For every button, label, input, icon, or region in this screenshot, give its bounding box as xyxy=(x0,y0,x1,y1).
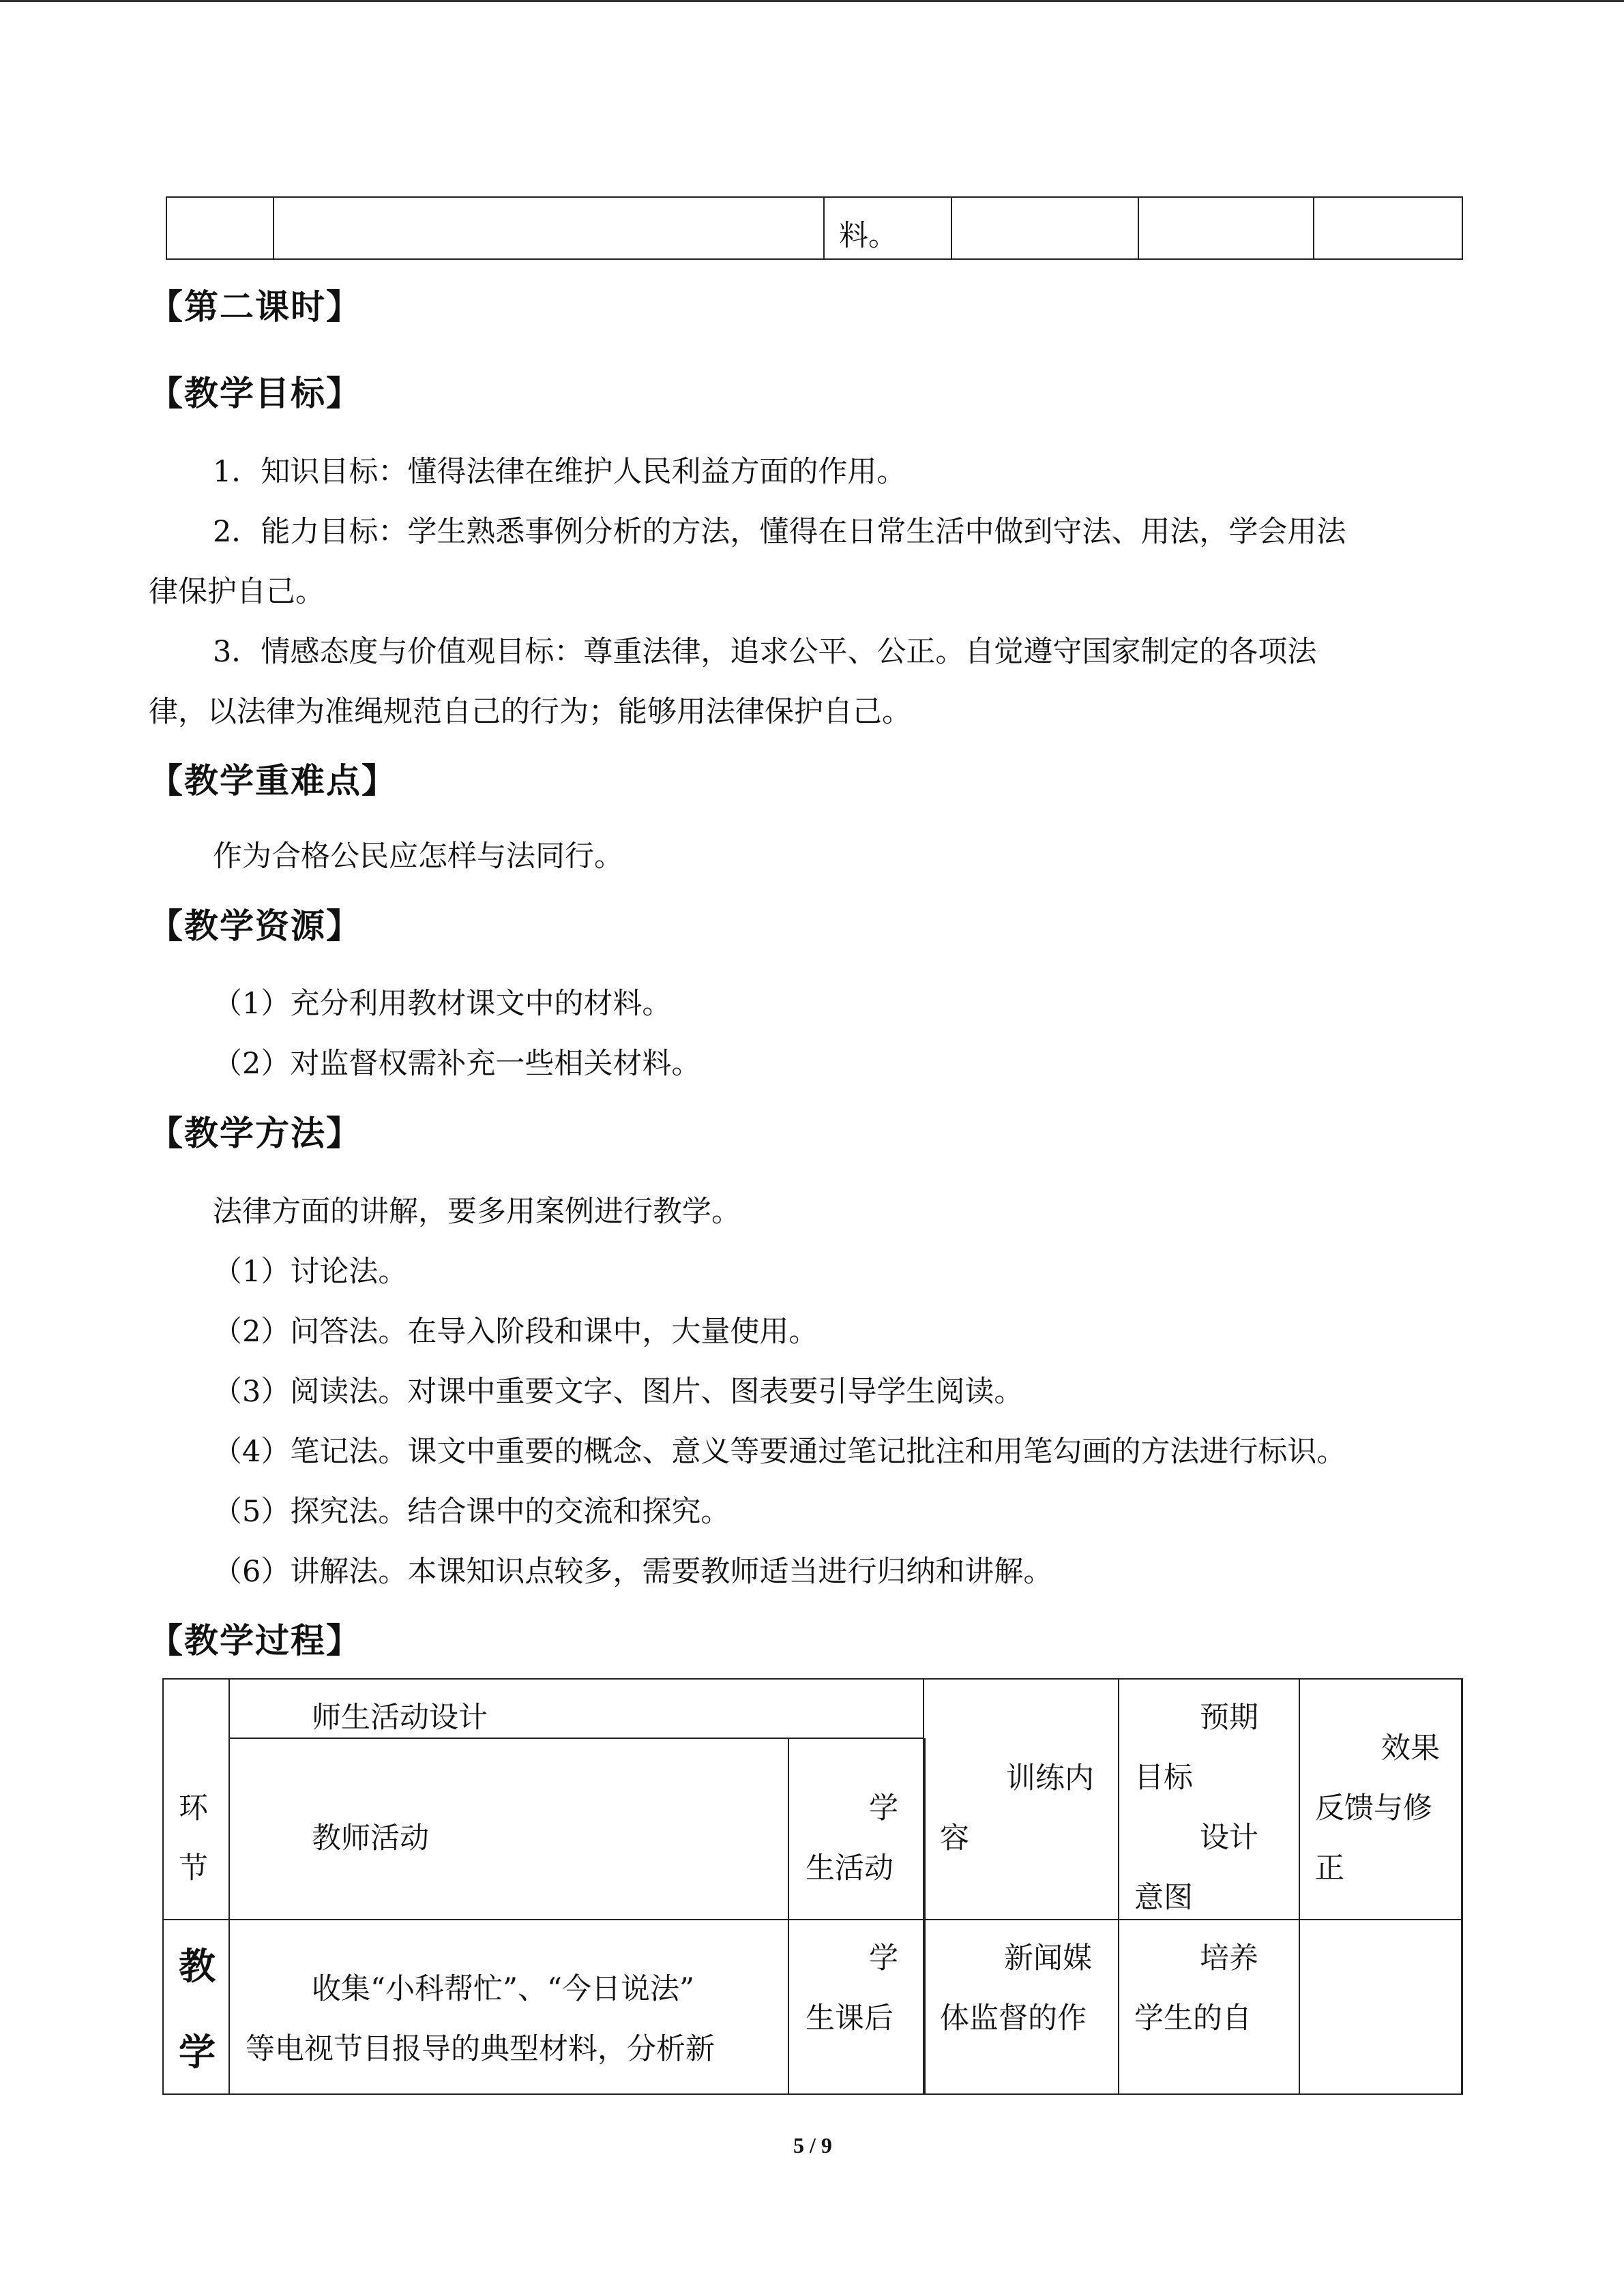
methods-item-2: （2）问答法。在导入阶段和课中，大量使用。 xyxy=(213,1315,818,1349)
row1-teacher-2: 等电视节目报导的典型材料，分析新 xyxy=(246,2032,715,2066)
row1-student-1: 学 xyxy=(869,1941,898,1976)
section-resources-heading: 【教学资源】 xyxy=(149,906,361,946)
page-number: 5 / 9 xyxy=(793,2133,832,2158)
top-table-cell-2 xyxy=(274,197,824,259)
header-link-2: 节 xyxy=(179,1851,208,1885)
objective-line-3b: 律，以法律为准绳规范自己的行为；能够用法律保护自己。 xyxy=(149,695,911,729)
top-table-cell-6 xyxy=(1314,197,1462,259)
row1-student-2: 生课后 xyxy=(806,2001,894,2036)
header-student-2: 生活动 xyxy=(806,1851,894,1885)
section-process-heading: 【教学过程】 xyxy=(149,1620,361,1660)
header-student-1: 学 xyxy=(869,1791,898,1825)
top-table-cell-1 xyxy=(166,197,274,259)
row1-link-1: 教 xyxy=(179,1944,216,1988)
header-goal-2: 目标 xyxy=(1134,1761,1193,1795)
row1-training-2: 体监督的作 xyxy=(940,2001,1087,2036)
header-feedback-1: 效果 xyxy=(1381,1731,1440,1765)
row1-goal-2: 学生的自 xyxy=(1134,2001,1252,2036)
top-table-cell-5 xyxy=(1138,197,1314,259)
top-table-cell-4 xyxy=(951,197,1138,259)
objective-line-2a: 2．能力目标：学生熟悉事例分析的方法，懂得在日常生活中做到守法、用法，学会用法 xyxy=(213,515,1346,549)
objective-line-3a: 3．情感态度与价值观目标：尊重法律，追求公平、公正。自觉遵守国家制定的各项法 xyxy=(213,635,1317,669)
header-goal-4: 意图 xyxy=(1134,1881,1193,1915)
methods-item-6: （6）讲解法。本课知识点较多，需要教师适当进行归纳和讲解。 xyxy=(213,1555,1053,1589)
header-feedback-2: 反馈与修 xyxy=(1315,1791,1432,1825)
header-link-1: 环 xyxy=(179,1791,208,1825)
section-lesson2-heading: 【第二课时】 xyxy=(149,286,361,327)
header-feedback-3: 正 xyxy=(1315,1851,1344,1885)
header-goal-1: 预期 xyxy=(1200,1701,1258,1735)
methods-item-1: （1）讨论法。 xyxy=(213,1255,408,1289)
section-keypoints-heading: 【教学重难点】 xyxy=(149,760,397,801)
header-design: 师生活动设计 xyxy=(312,1701,488,1735)
row1-link-2: 学 xyxy=(179,2030,216,2074)
row1-goal-1: 培养 xyxy=(1200,1941,1258,1976)
header-goal-3: 设计 xyxy=(1200,1821,1258,1855)
methods-item-4: （4）笔记法。课文中重要的概念、意义等要通过笔记批注和用笔勾画的方法进行标识。 xyxy=(213,1435,1346,1469)
section-methods-heading: 【教学方法】 xyxy=(149,1113,361,1153)
top-border xyxy=(0,0,1624,2)
keypoints-line-1: 作为合格公民应怎样与法同行。 xyxy=(213,839,623,874)
objective-line-2b: 律保护自己。 xyxy=(149,575,325,609)
methods-item-5: （5）探究法。结合课中的交流和探究。 xyxy=(213,1495,730,1529)
resources-line-2: （2）对监督权需补充一些相关材料。 xyxy=(213,1047,701,1081)
top-table-cell-3-text: 料。 xyxy=(839,219,898,253)
methods-item-3: （3）阅读法。对课中重要文字、图片、图表要引导学生阅读。 xyxy=(213,1375,1024,1409)
objective-line-1: 1．知识目标：懂得法律在维护人民利益方面的作用。 xyxy=(213,455,906,489)
header-training-1: 训练内 xyxy=(1006,1761,1094,1795)
resources-line-1: （1）充分利用教材课文中的材料。 xyxy=(213,987,672,1021)
header-training-2: 容 xyxy=(940,1821,969,1855)
header-teacher: 教师活动 xyxy=(312,1821,429,1855)
methods-intro: 法律方面的讲解，要多用案例进行教学。 xyxy=(213,1195,741,1229)
section-objectives-heading: 【教学目标】 xyxy=(149,373,361,413)
row1-training-1: 新闻媒 xyxy=(1004,1941,1092,1976)
row1-teacher-1: 收集“小科帮忙”、“今日说法” xyxy=(312,1972,694,2006)
top-table xyxy=(166,196,1463,260)
